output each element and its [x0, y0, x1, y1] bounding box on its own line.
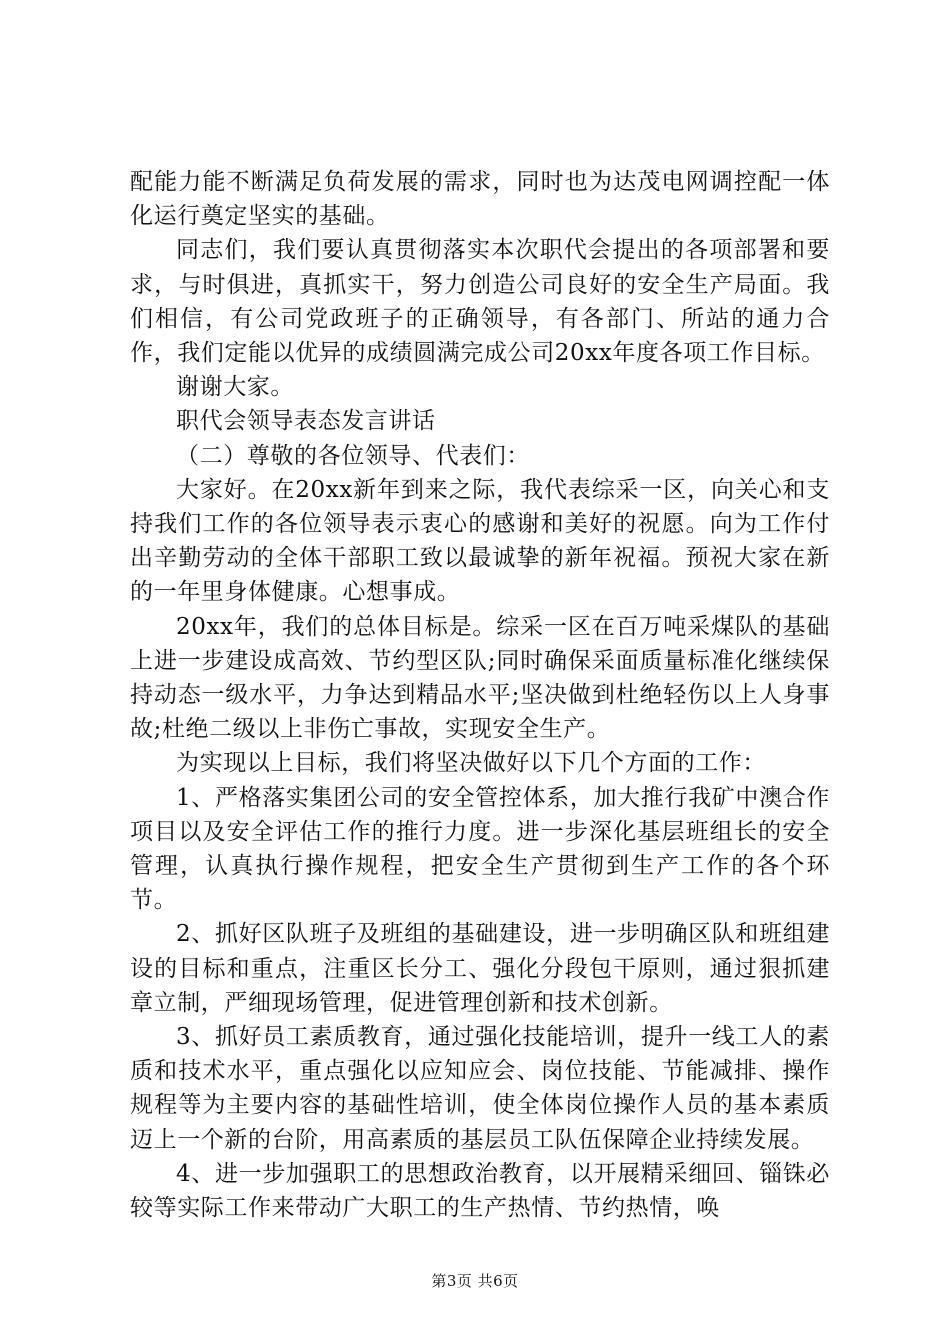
document-body [130, 165, 830, 1225]
list-item-2: 2、抓好区队班子及班组的基础建设，进一步明确区队和班组建设的目标和重点，注重区长分工、强化分段包干原则，通过狠抓建章立制，严细现场管理，促进管理创新和技术创新。 [130, 921, 830, 1016]
list-item-4: 4、进一步加强职工的思想政治教育，以开展精采细回、锱铢必较等实际工作来带动广大职工的生产热情、节约热情，唤 [130, 1160, 830, 1222]
paragraph-thanks: 谢谢大家。 [176, 374, 294, 401]
salutation: （二）尊敬的各位领导、代表们： [176, 442, 530, 469]
paragraph-comrades: 同志们，我们要认真贯彻落实本次职代会提出的各项部署和要求，与时俱进，真抓实干，努力创造公司良好的安全生产局面。我们相信，有公司党政班子的正确领导，有各部门、所站的通力合作，我们定能以优异的成绩圆满完成公司20xx年度各项工作目标。 [130, 237, 830, 367]
paragraph-intro-tasks: 为实现以上目标，我们将坚决做好以下几个方面的工作： [176, 750, 766, 777]
paragraph-goals: 20xx年，我们的总体目标是。综采一区在百万吨采煤队的基础上进一步建设成高效、节约型区队;同时确保采面质量标准化继续保持动态一级水平，力争达到精品水平;坚决做到杜绝轻伤以上人身事故;杜绝二级以上非伤亡事故，实现安全生产。 [130, 613, 830, 743]
section-heading: 职代会领导表态发言讲话 [176, 408, 436, 435]
page-number-footer: 第3页 共6页 [431, 1272, 519, 1290]
list-item-3: 3、抓好员工素质教育，通过强化技能培训，提升一线工人的素质和技术水平，重点强化以应知应会、岗位技能、节能减排、操作规程等为主要内容的基础性培训，使全体岗位操作人员的基本素质迈上一个新的台阶，用高素质的基层员工队伍保障企业持续发展。 [130, 1024, 830, 1153]
paragraph-continuation: 配能力能不断满足负荷发展的需求，同时也为达茂电网调控配一体化运行奠定坚实的基础。 [130, 169, 830, 230]
paragraph-greeting: 大家好。在20xx新年到来之际，我代表综采一区，向关心和支持我们工作的各位领导表示衷心的感谢和美好的祝愿。向为工作付出辛勤劳动的全体干部职工致以最诚挚的新年祝福。预祝大家在新的一年里身体健康。心想事成。 [130, 476, 830, 606]
list-item-1: 1、严格落实集团公司的安全管控体系，加大推行我矿中澳合作项目以及安全评估工作的推行力度。进一步深化基层班组长的安全管理，认真执行操作规程，把安全生产贯彻到生产工作的各个环节。 [130, 784, 830, 914]
